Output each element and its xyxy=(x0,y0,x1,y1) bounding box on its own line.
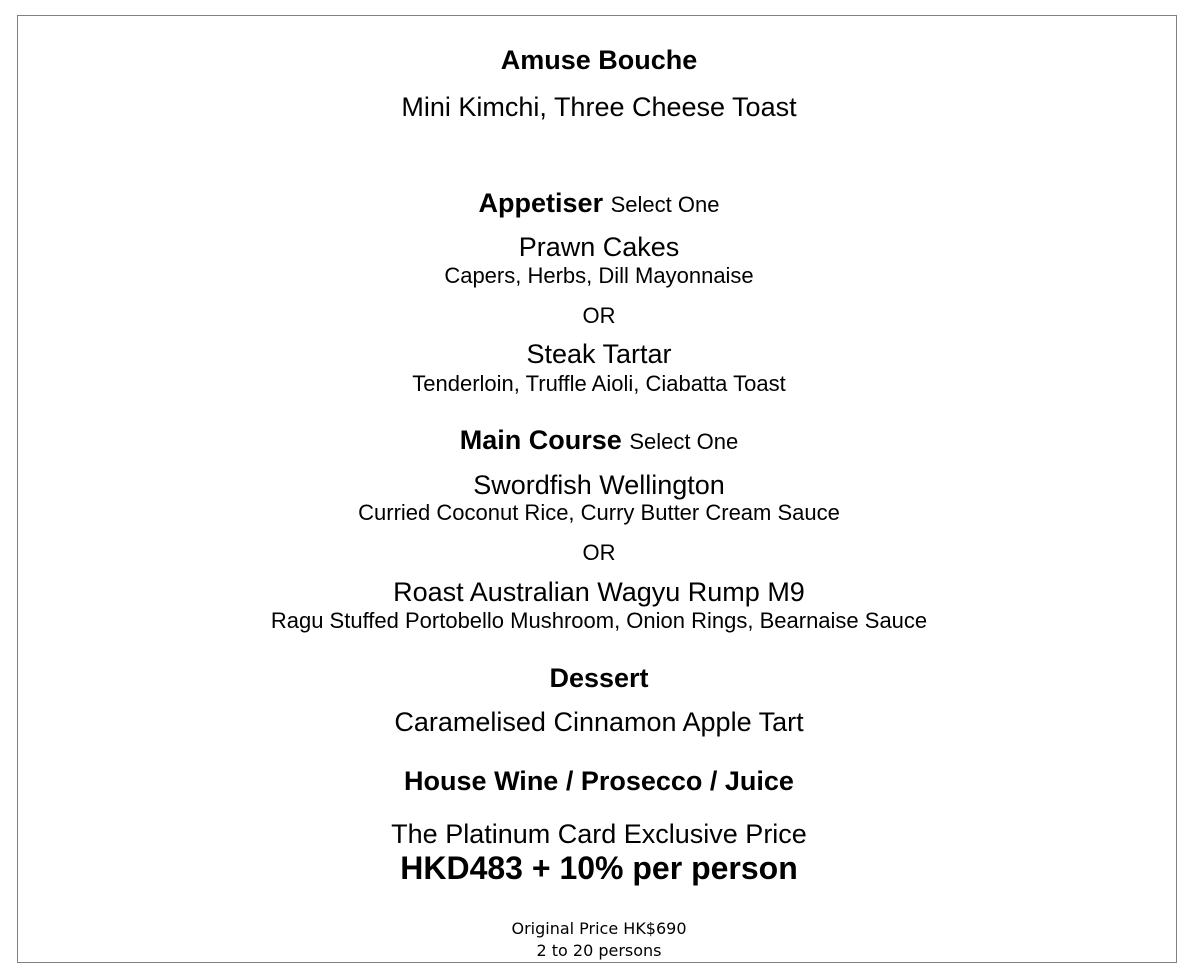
original-price-note: Original Price HK$690 xyxy=(511,919,687,938)
appetiser-or-divider: OR xyxy=(582,303,616,328)
appetiser-option-1-desc: Capers, Herbs, Dill Mayonnaise xyxy=(444,263,754,288)
appetiser-option-2-desc: Tenderloin, Truffle Aioli, Ciabatta Toast xyxy=(412,371,786,396)
exclusive-price-value: HKD483 + 10% per person xyxy=(400,850,798,886)
dessert-heading xyxy=(0,665,1198,692)
dessert-title: Dessert xyxy=(549,663,649,693)
main-course-heading xyxy=(0,427,1198,454)
main-option-1-desc: Curried Coconut Rice, Curry Butter Cream Sauce xyxy=(358,500,840,525)
amuse-bouche-item: Mini Kimchi, Three Cheese Toast xyxy=(401,92,797,122)
main-option-1-name: Swordfish Wellington xyxy=(473,470,725,500)
drinks-title: House Wine / Prosecco / Juice xyxy=(404,766,794,796)
main-option-2-name: Roast Australian Wagyu Rump M9 xyxy=(393,577,805,607)
persons-note: 2 to 20 persons xyxy=(536,941,662,960)
drinks-heading xyxy=(0,768,1198,795)
main-option-2-desc: Ragu Stuffed Portobello Mushroom, Onion Rings, Bearnaise Sauce xyxy=(270,608,928,633)
appetiser-title: Appetiser xyxy=(478,188,604,218)
main-or-divider: OR xyxy=(582,540,616,565)
appetiser-select-note: Select One xyxy=(610,192,720,217)
exclusive-price-label: The Platinum Card Exclusive Price xyxy=(391,819,807,849)
main-course-select-note: Select One xyxy=(629,429,739,454)
appetiser-heading xyxy=(0,190,1198,217)
appetiser-option-2-name: Steak Tartar xyxy=(526,339,672,369)
amuse-bouche-title: Amuse Bouche xyxy=(500,45,698,75)
dessert-item: Caramelised Cinnamon Apple Tart xyxy=(394,707,804,737)
amuse-bouche-heading xyxy=(0,47,1198,74)
appetiser-option-1-name: Prawn Cakes xyxy=(518,232,680,262)
main-course-title: Main Course xyxy=(459,425,622,455)
